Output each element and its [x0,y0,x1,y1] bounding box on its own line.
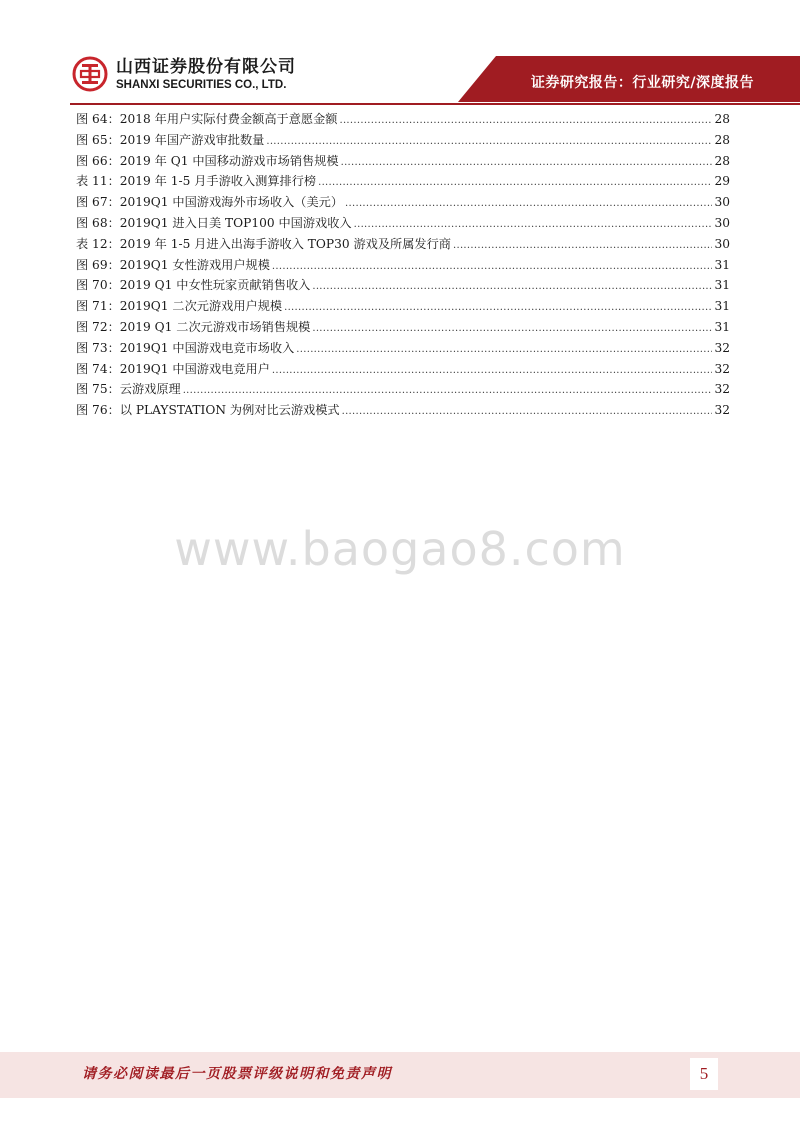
toc-label: 图 76： [76,403,120,418]
toc-title: 2019Q1 进入日美 TOP100 中国游戏收入 [119,215,352,230]
toc-page: 28 [714,153,730,168]
toc-title: 2019 年 Q1 中国移动游戏市场销售规模 [119,153,339,168]
toc-title: 2019Q1 中国游戏电竞市场收入 [119,340,295,355]
toc-title: 2019 Q1 中女性玩家贡献销售收入 [119,278,311,293]
toc-entry[interactable] [76,151,730,172]
toc-title: 2019Q1 女性游戏用户规模 [119,257,270,272]
toc-entry[interactable] [76,379,730,400]
company-name-cn: 山西证券股份有限公司 [116,57,296,77]
toc-leader [453,236,713,257]
toc-title: 2019 Q1 二次元游戏市场销售规模 [119,319,311,334]
toc-label: 图 70： [76,278,120,293]
toc-entry[interactable] [76,234,730,255]
toc-page: 28 [714,132,730,147]
toc-title: 云游戏原理 [119,382,181,397]
company-name [116,58,296,93]
toc-leader [312,319,712,340]
toc-label: 图 64： [76,112,120,126]
toc-entry[interactable] [76,109,730,130]
toc-entry[interactable] [76,296,730,317]
toc-leader [272,361,713,382]
toc-label: 图 67： [76,195,120,210]
toc-label: 表 12： [76,236,120,251]
toc-title: 2019 年国产游戏审批数量 [119,132,265,147]
toc-entry[interactable] [76,338,730,359]
toc-entry[interactable] [76,275,730,296]
toc-title: 2019 年 1-5 月进入出海手游收入 TOP30 游戏及所属发行商 [119,236,451,251]
toc-leader [284,298,712,319]
toc-page: 30 [714,195,730,210]
toc-leader [296,340,712,361]
toc-page: 32 [714,382,730,397]
toc-label: 图 71： [76,299,120,314]
toc-page: 28 [714,112,730,126]
toc-title: 2019Q1 中国游戏电竞用户 [119,361,270,376]
toc-label: 图 69： [76,257,120,272]
toc-page: 31 [714,257,730,272]
toc-label: 图 74： [76,361,120,376]
toc-page: 31 [714,278,730,293]
toc-leader [342,402,713,423]
shanxi-securities-logo-icon [72,56,108,92]
disclaimer-notice: 请务必阅读最后一页股票评级说明和免责声明 [82,1066,392,1082]
toc-entry[interactable] [76,130,730,151]
toc-leader [339,111,712,132]
toc-page: 32 [714,361,730,376]
toc-page: 32 [714,403,730,418]
toc-leader [345,194,712,215]
toc-label: 图 68： [76,215,120,230]
toc-label: 图 75： [76,382,120,397]
toc-entry[interactable] [76,255,730,276]
toc-leader [312,277,712,298]
toc-entry[interactable] [76,359,730,380]
toc-page: 32 [714,340,730,355]
toc-title: 2019Q1 二次元游戏用户规模 [119,299,283,314]
toc-label: 图 65： [76,132,120,147]
toc-leader [354,215,713,236]
toc-label: 图 72： [76,319,120,334]
page-header [0,0,800,106]
toc-label: 表 11： [76,174,120,189]
toc-entry[interactable] [76,213,730,234]
figure-list [76,109,730,421]
toc-label: 图 66： [76,153,120,168]
toc-page: 30 [714,236,730,251]
toc-leader [318,173,712,194]
report-type: 证券研究报告：行业研究/深度报告 [530,75,754,91]
toc-title: 以 PLAYSTATION 为例对比云游戏模式 [119,403,340,418]
toc-leader [272,257,713,278]
toc-label: 图 73： [76,340,120,355]
toc-leader [266,132,712,153]
toc-title: 2019 年 1-5 月手游收入测算排行榜 [119,174,317,189]
toc-entry[interactable] [76,400,730,421]
toc-page: 29 [714,174,730,189]
toc-page: 30 [714,215,730,230]
toc-entry[interactable] [76,317,730,338]
toc-page: 31 [714,319,730,334]
toc-leader [183,381,713,402]
header-divider [70,103,800,105]
toc-leader [341,153,713,174]
toc-title: 2018 年用户实际付费金额高于意愿金额 [119,112,338,126]
toc-entry[interactable] [76,192,730,213]
watermark: www.baogao8.com [174,522,626,576]
page-number: 5 [690,1058,718,1090]
toc-entry[interactable] [76,171,730,192]
company-name-en: SHANXI SECURITIES CO., LTD. [116,79,287,91]
toc-page: 31 [714,299,730,314]
toc-title: 2019Q1 中国游戏海外市场收入（美元） [119,195,344,210]
